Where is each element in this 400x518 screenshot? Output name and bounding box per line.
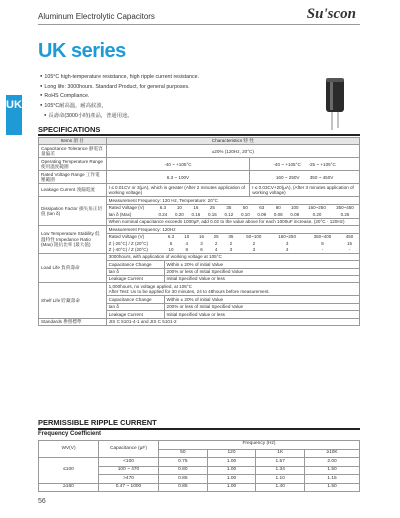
wv-cell: ≤100 <box>39 458 99 484</box>
lts-z25: 3 <box>200 240 203 246</box>
ripple-rule <box>38 428 360 430</box>
load-life-value: Initial Specified Value or less <box>164 276 359 283</box>
capacitor-image <box>310 72 364 132</box>
lts-z40: - <box>321 246 324 252</box>
load-life-value: Within ± 20% of initial Value <box>164 261 359 268</box>
ripple-header-row <box>39 441 360 450</box>
df-voltage: 63 <box>259 205 265 211</box>
coefficient-cell: 1.57 <box>256 458 305 467</box>
row-value: 6.3 ~ 100V <box>106 171 250 184</box>
load-life-key: Leakage Current <box>106 276 164 283</box>
table-row <box>39 184 360 197</box>
lts-voltage: 10 <box>184 234 190 240</box>
table-row <box>39 318 360 325</box>
coefficient-cell: 1.10 <box>256 475 305 484</box>
row-value-part: -40 ~ +105°C <box>273 161 301 167</box>
row-label: Low Temperature Stability 低溫特性 Impedance Ratio (Max) 阻抗比率 (最大值) <box>39 226 107 254</box>
row-label: Load Life 負荷壽命 <box>39 253 107 283</box>
coefficient-cell: 0.80 <box>159 466 208 475</box>
lts-z25: 3 <box>285 240 289 246</box>
feature-item: ● RoHS Compliance. <box>40 91 199 101</box>
load-life-key: Capacitance Change <box>106 261 164 268</box>
df-voltage: 80 <box>275 205 281 211</box>
header-divider <box>38 24 360 25</box>
row-label: Standards 參照標準 <box>39 318 107 325</box>
lts-frequency: Measurement Frequency: 120Hz <box>107 226 359 234</box>
row-value-part: 350 ~ 450V <box>309 174 334 180</box>
frequency-header: Frequency (Hz) <box>159 441 360 450</box>
shelf-life-intro-line: After Test: Ux to be applied for 30 minutes, 24 to 48hours before measurement. <box>108 289 270 295</box>
feature-item: ● Long life: 3000hours. Standard Product, for general purposes. <box>40 82 199 92</box>
load-life-value: 200% or less of Initial Specified Value <box>164 268 359 275</box>
table-row <box>39 171 360 184</box>
lts-z40: 3 <box>229 246 233 252</box>
df-tan: 0.12 <box>224 211 234 217</box>
wv-cell: ≥160 <box>39 483 99 492</box>
lts-voltage-label: Rated Voltage (V) <box>108 234 145 240</box>
coefficient-cell: 0.85 <box>159 483 208 492</box>
characteristics-header: Characteristics 特 性 <box>106 138 359 145</box>
coefficient-cell: 1.40 <box>256 483 305 492</box>
df-voltage: 350~450 <box>336 205 354 211</box>
row-label: Leakage Current 洩漏電流 <box>39 184 107 197</box>
frequency-cell: 1K <box>256 449 305 458</box>
load-life-intro: 3000hours, with application of working voltage at 105°C <box>106 253 359 260</box>
lts-z25: 2 <box>252 240 256 246</box>
coefficient-cell: 1.15 <box>305 475 360 484</box>
specifications-table <box>38 137 360 326</box>
side-tab-label: UK <box>6 99 22 111</box>
shelf-life-key: Leakage Current <box>106 311 164 318</box>
df-tan: 0.16 <box>191 211 201 217</box>
df-tan: 0.20 <box>175 211 184 217</box>
row-label: Dissipation Factor 損失角正切值 (tan δ) <box>39 197 107 226</box>
coefficient-cell: 2.00 <box>305 458 360 467</box>
df-voltage: 35 <box>226 205 232 211</box>
df-tan: 0.15 <box>207 211 217 217</box>
row-value <box>250 171 360 184</box>
row-value: JIS C 5101-4-1 and JIS C 5101-2 <box>106 318 359 325</box>
shelf-life-key: tan δ <box>106 303 164 310</box>
lts-voltage: 450 <box>345 234 354 240</box>
lts-z25: 8 <box>321 240 324 246</box>
coefficient-cell: 1.50 <box>305 483 360 492</box>
row-value-part: 160 ~ 250V <box>275 174 300 180</box>
lts-z40: 8 <box>185 246 189 252</box>
df-voltage: 25 <box>209 205 215 211</box>
shelf-life-value: Initial Specified Value or less <box>164 311 359 318</box>
table-row <box>39 145 360 158</box>
coefficient-cell: 1.00 <box>207 466 256 475</box>
lts-voltage: 160~250 <box>278 234 296 240</box>
table-row <box>39 158 360 171</box>
table-row <box>39 458 360 467</box>
capacitance-cell: 0.47 ~ 1000 <box>99 483 159 492</box>
table-header-row <box>39 138 360 145</box>
coefficient-cell: 1.50 <box>305 466 360 475</box>
coefficient-cell: 0.75 <box>159 458 208 467</box>
df-tan: 0.20 <box>312 211 322 217</box>
wv-header: WV(V) <box>39 441 99 458</box>
row-value <box>250 158 360 171</box>
ripple-title: PERMISSIBLE RIPPLE CURRENT <box>38 418 157 427</box>
items-header: Items 項 目 <box>39 138 107 145</box>
table-row <box>39 283 360 296</box>
frequency-cell: 120 <box>207 449 256 458</box>
coefficient-cell: 1.34 <box>256 466 305 475</box>
specifications-title: SPECIFICATIONS <box>38 125 101 134</box>
row-value: I ≤ 0.01CV or 3(μA), which is greater (After 2 minutes application of working voltage) <box>106 184 250 197</box>
df-voltage: 10 <box>176 205 182 211</box>
lts-z40: 3 <box>252 246 256 252</box>
lts-voltage: 25 <box>213 234 219 240</box>
specifications-rule <box>38 134 360 136</box>
frequency-cell: ≥10K <box>305 449 360 458</box>
df-voltage: 50 <box>242 205 248 211</box>
row-value: I ≤ 0.03CV+20(μA), (After 3 minutes application of working voltage) <box>250 184 360 197</box>
row-label: Rated Voltage Range 工作電壓範圍 <box>39 171 107 184</box>
lts-z25-label: Z (-25°C) / Z (20°C) <box>108 240 149 246</box>
capacitance-cell: 100 ~ 470 <box>99 466 159 475</box>
series-title: UK series <box>38 40 126 62</box>
row-value-part: -25 ~ +105°C <box>308 161 336 167</box>
row-label: Capacitance Tolerance 靜電容量偏差 <box>39 145 107 158</box>
df-voltage: 16 <box>193 205 199 211</box>
capacitance-cell: >470 <box>99 475 159 484</box>
table-row <box>39 253 360 260</box>
shelf-life-key: Capacitance Change <box>106 296 164 303</box>
shelf-life-value: 200% or less of Initial Specified Value <box>164 303 359 310</box>
df-note: When nominal capacitance exceeds 1000μF, add 0.02 to the value above for each 1000uF increase. (20°C · 120Hz) <box>107 218 359 226</box>
lts-voltage: 35 <box>228 234 234 240</box>
page-number: 56 <box>38 498 46 505</box>
df-tan-label: tan δ (Max) <box>108 211 132 217</box>
feature-item: ● 105°C耐高溫，耐高紋波， <box>40 101 199 111</box>
row-label: Shelf Life 貯藏壽命 <box>39 283 107 318</box>
df-tan: 0.25 <box>340 211 350 217</box>
df-tan: 0.10 <box>240 211 250 217</box>
lts-z40: 10 <box>168 246 174 252</box>
lts-z40: 6 <box>200 246 203 252</box>
side-tab <box>6 95 22 135</box>
ripple-table <box>38 440 360 492</box>
df-cell <box>106 197 359 226</box>
load-life-key: tan δ <box>106 268 164 275</box>
feature-item: ● 105°C high-temperature resistance, high ripple current resistance. <box>40 72 199 82</box>
lts-z25: 2 <box>229 240 233 246</box>
capacitance-cell: <100 <box>99 458 159 467</box>
df-voltage: 100 <box>291 205 299 211</box>
lts-voltage: 16 <box>198 234 204 240</box>
lts-z40: 4 <box>214 246 218 252</box>
coefficient-cell: 0.85 <box>159 475 208 484</box>
lts-z40: 4 <box>285 246 289 252</box>
lts-z40-row <box>107 247 359 253</box>
df-frequency: Measurement Frequency: 120 Hz, Temperature: 20°C <box>107 197 359 205</box>
lts-z25: 2 <box>214 240 218 246</box>
lts-z40: - <box>348 246 351 252</box>
product-category: Aluminum Electrolytic Capacitors <box>38 12 155 21</box>
ripple-subtitle: Frequency Coefficient <box>38 431 102 437</box>
coefficient-cell: 1.00 <box>207 483 256 492</box>
df-voltage: 6.3 <box>159 205 167 211</box>
row-value: -40 ~ +105°C <box>106 158 250 171</box>
shelf-life-intro <box>106 283 359 296</box>
df-tan: 0.24 <box>158 211 168 217</box>
table-row <box>39 197 360 226</box>
brand-logo: Su'scon <box>306 6 356 22</box>
row-label: Operating Temperature Range 使用溫度範圍 <box>39 158 107 171</box>
lts-cell <box>106 226 359 254</box>
df-table <box>107 205 359 218</box>
lts-z40-label: Z (-40°C) / Z (20°C) <box>108 246 149 252</box>
shelf-life-intro-line: 1,000hours, no voltage applied, at 105°C <box>108 283 192 289</box>
coefficient-cell: 1.00 <box>207 458 256 467</box>
df-voltage-label: Rated Voltage (V) <box>108 205 145 211</box>
lts-voltage: 350~400 <box>313 234 332 240</box>
lts-z25: 4 <box>185 240 189 246</box>
coefficient-cell: 1.00 <box>207 475 256 484</box>
capacitance-header: Capacitance (μF) <box>99 441 159 458</box>
df-tan: 0.09 <box>257 211 267 217</box>
table-row <box>39 226 360 254</box>
lts-z25: 15 <box>347 240 353 246</box>
lts-z25: 5 <box>169 240 173 246</box>
frequency-cell: 50 <box>159 449 208 458</box>
lts-voltage: 50~100 <box>246 234 262 240</box>
lts-voltage: 6.3 <box>167 234 175 240</box>
row-value: ±20% (120Hz, 20°C) <box>106 145 359 158</box>
df-voltage: 160~250 <box>308 205 326 211</box>
feature-list <box>40 72 199 121</box>
df-tan: 0.08 <box>273 211 283 217</box>
lts-table <box>107 234 359 253</box>
df-tan: 0.08 <box>290 211 300 217</box>
table-row <box>39 483 360 492</box>
shelf-life-value: Within ± 20% of initial Value <box>164 296 359 303</box>
feature-item: ● 長壽命(3000小時)產品，普通用途。 <box>40 111 199 121</box>
